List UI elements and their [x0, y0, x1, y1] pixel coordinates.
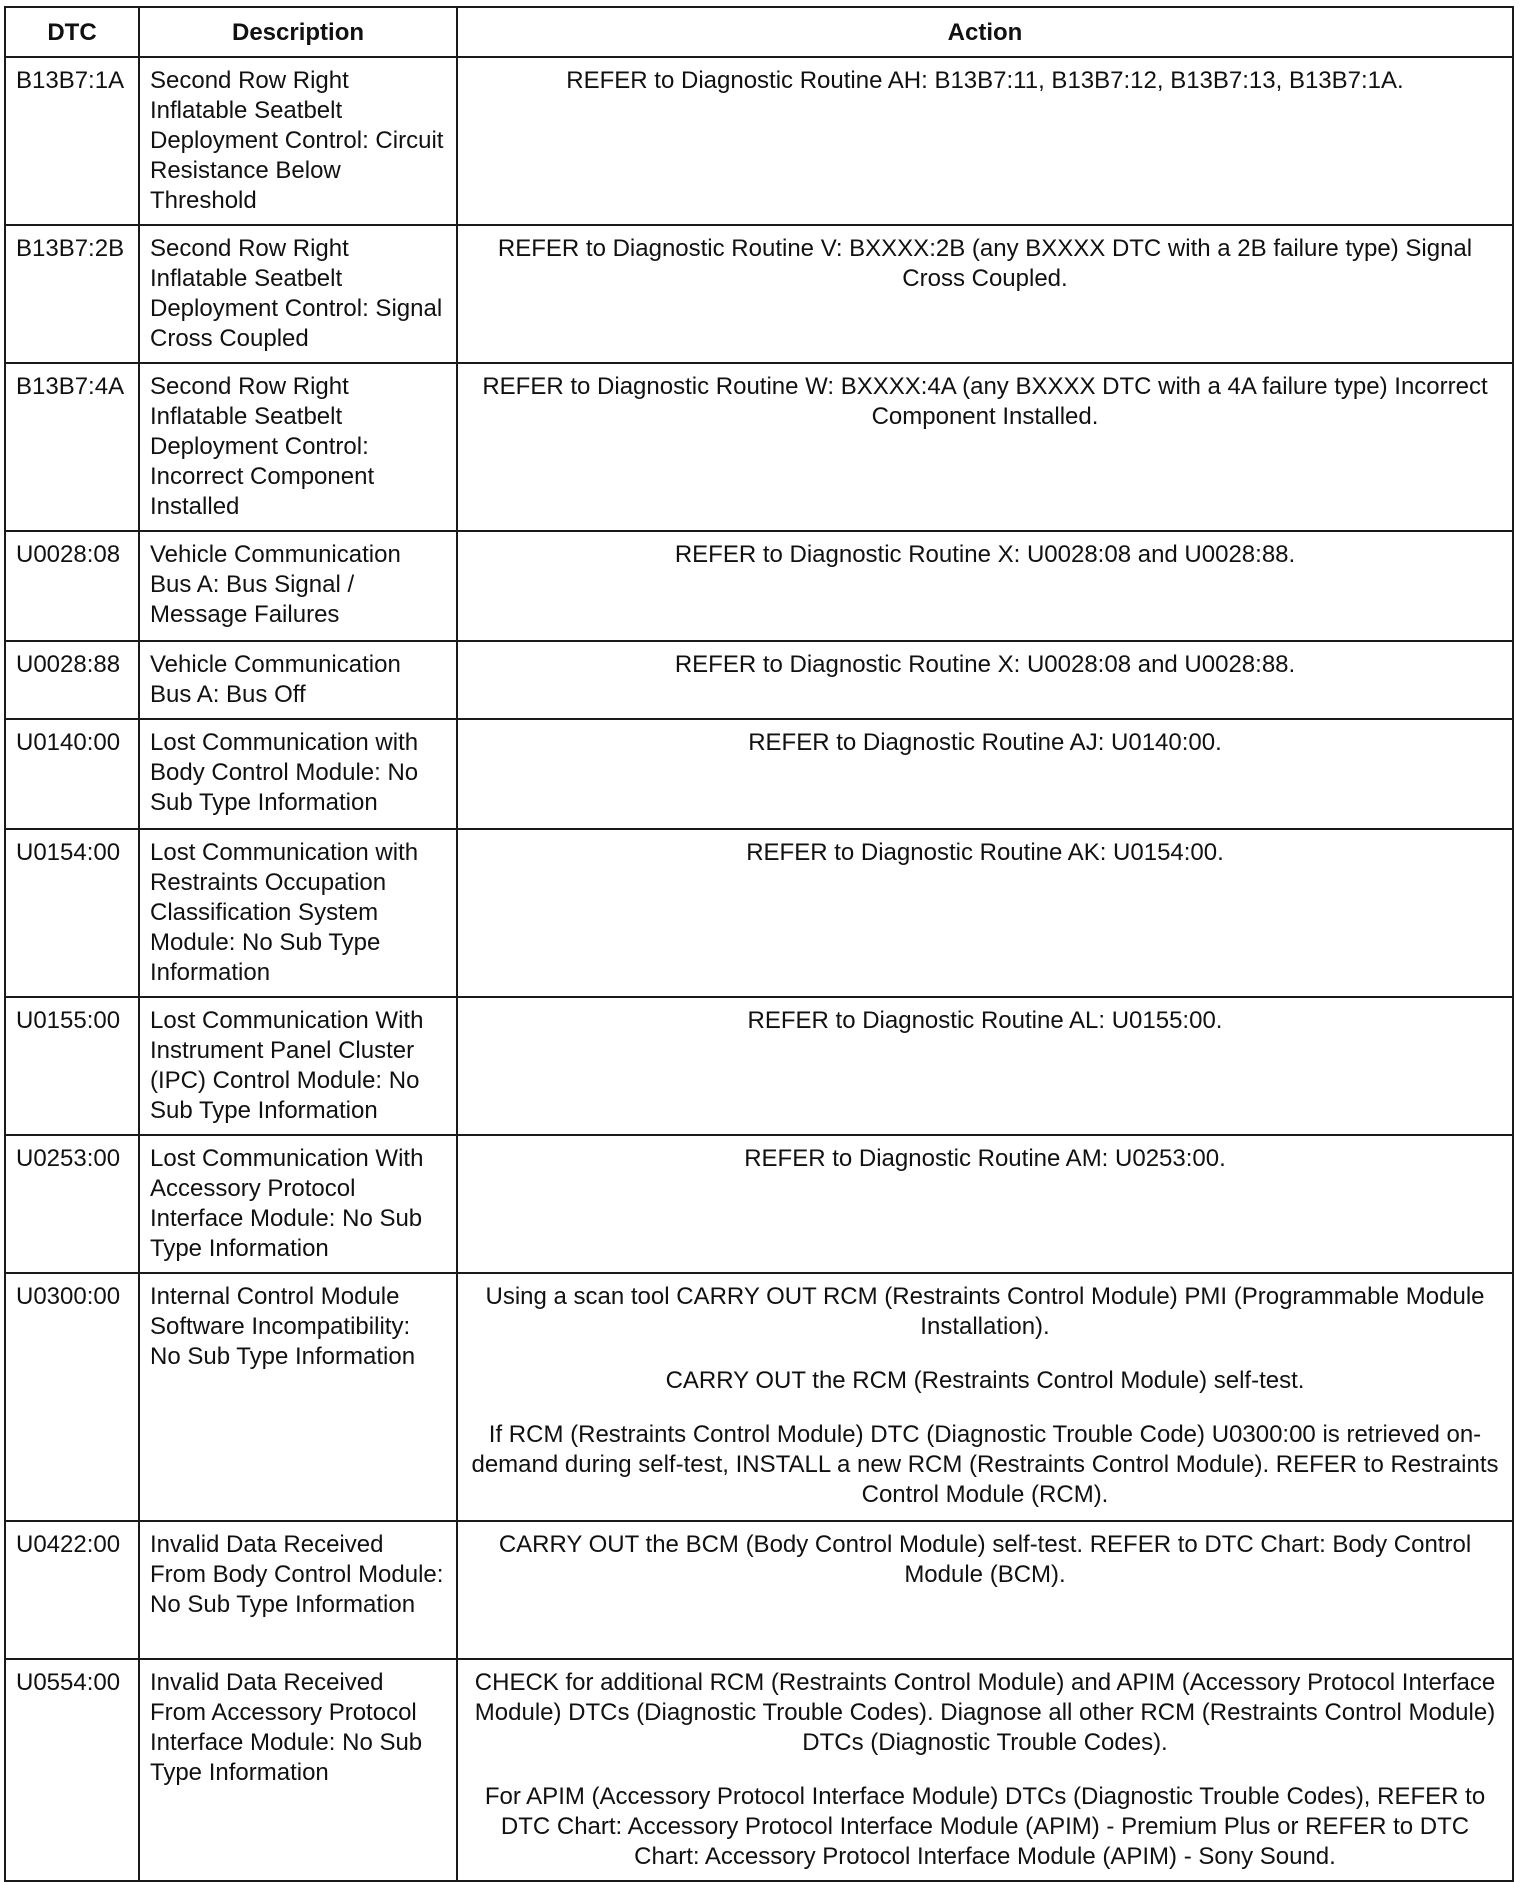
action-text: REFER to Diagnostic Routine AJ: U0140:00.	[748, 729, 1222, 756]
dtc-action	[457, 1273, 1513, 1521]
dtc-description: Invalid Data Received From Body Control Module: No Sub Type Information	[139, 1521, 457, 1659]
action-text: REFER to Diagnostic Routine V: BXXXX:2B (any BXXXX DTC with a 2B failure type) Signal Cross Coupled.	[497, 235, 1473, 292]
action-text: CARRY OUT the BCM (Body Control Module) self-test. REFER to DTC Chart: Body Control Module (BCM).	[498, 1531, 1472, 1588]
dtc-action	[457, 1521, 1513, 1659]
dtc-code: U0253:00	[5, 1135, 139, 1273]
dtc-action	[457, 719, 1513, 829]
action-text: CARRY OUT the RCM (Restraints Control Module) self-test.	[665, 1367, 1305, 1394]
dtc-description: Lost Communication with Body Control Module: No Sub Type Information	[139, 719, 457, 829]
dtc-action	[457, 531, 1513, 641]
action-text: REFER to Diagnostic Routine AM: U0253:00.	[744, 1145, 1226, 1172]
action-text: REFER to Diagnostic Routine AH: B13B7:11, B13B7:12, B13B7:13, B13B7:1A.	[566, 67, 1404, 94]
action-text: For APIM (Accessory Protocol Interface Module) DTCs (Diagnostic Trouble Codes), REFER to DTC Chart: Accessory Protocol Interface Module (APIM) - Premium Plus or REFER to DTC Chart: Accessory Protocol Interface Module (APIM) - Sony Sound.	[484, 1783, 1486, 1870]
dtc-description: Lost Communication with Restraints Occupation Classification System Module: No Sub Type Information	[139, 829, 457, 997]
dtc-action	[457, 997, 1513, 1135]
table-row	[5, 1273, 1513, 1521]
header-dtc: DTC	[5, 7, 139, 57]
dtc-action	[457, 363, 1513, 531]
dtc-code: U0155:00	[5, 997, 139, 1135]
dtc-action	[457, 57, 1513, 225]
dtc-code: B13B7:4A	[5, 363, 139, 531]
action-text: REFER to Diagnostic Routine AL: U0155:00.	[747, 1007, 1223, 1034]
dtc-description: Vehicle Communication Bus A: Bus Signal / Message Failures	[139, 531, 457, 641]
dtc-description: Lost Communication With Accessory Protocol Interface Module: No Sub Type Information	[139, 1135, 457, 1273]
table-header-row	[5, 7, 1513, 57]
dtc-code: B13B7:1A	[5, 57, 139, 225]
dtc-action	[457, 641, 1513, 719]
header-action: Action	[457, 7, 1513, 57]
table-row	[5, 1135, 1513, 1273]
dtc-code: U0028:08	[5, 531, 139, 641]
table-row	[5, 1521, 1513, 1659]
dtc-code: U0300:00	[5, 1273, 139, 1521]
table-row	[5, 363, 1513, 531]
dtc-description: Second Row Right Inflatable Seatbelt Deployment Control: Incorrect Component Installed	[139, 363, 457, 531]
action-text: REFER to Diagnostic Routine W: BXXXX:4A (any BXXXX DTC with a 4A failure type) Incorrect Component Installed.	[482, 373, 1488, 430]
table-row	[5, 997, 1513, 1135]
dtc-code: U0140:00	[5, 719, 139, 829]
dtc-description: Invalid Data Received From Accessory Protocol Interface Module: No Sub Type Information	[139, 1659, 457, 1881]
table-row	[5, 225, 1513, 363]
action-text: If RCM (Restraints Control Module) DTC (Diagnostic Trouble Code) U0300:00 is retrieved on-demand during self-test, INSTALL a new RCM (Restraints Control Module). REFER to Restraints Control Module (RCM).	[471, 1421, 1499, 1508]
table-row	[5, 531, 1513, 641]
action-text: Using a scan tool CARRY OUT RCM (Restraints Control Module) PMI (Programmable Module Installation).	[485, 1283, 1485, 1340]
action-text: REFER to Diagnostic Routine AK: U0154:00.	[746, 839, 1224, 866]
action-text: CHECK for additional RCM (Restraints Control Module) and APIM (Accessory Protocol Interface Module) DTCs (Diagnostic Trouble Codes). Diagnose all other RCM (Restraints Control Module) DTCs (Diagnostic Trouble Codes).	[474, 1669, 1496, 1756]
dtc-action	[457, 1659, 1513, 1881]
dtc-code: U0028:88	[5, 641, 139, 719]
dtc-description: Lost Communication With Instrument Panel Cluster (IPC) Control Module: No Sub Type Information	[139, 997, 457, 1135]
dtc-code: B13B7:2B	[5, 225, 139, 363]
dtc-table	[4, 6, 1514, 1882]
dtc-description: Internal Control Module Software Incompatibility: No Sub Type Information	[139, 1273, 457, 1521]
dtc-code: U0422:00	[5, 1521, 139, 1659]
dtc-code: U0554:00	[5, 1659, 139, 1881]
dtc-action	[457, 225, 1513, 363]
action-text: REFER to Diagnostic Routine X: U0028:08 and U0028:88.	[674, 651, 1296, 678]
dtc-description: Vehicle Communication Bus A: Bus Off	[139, 641, 457, 719]
header-description: Description	[139, 7, 457, 57]
table-row	[5, 57, 1513, 225]
action-text: REFER to Diagnostic Routine X: U0028:08 and U0028:88.	[674, 541, 1296, 568]
table-row	[5, 719, 1513, 829]
table-row	[5, 1659, 1513, 1881]
dtc-description: Second Row Right Inflatable Seatbelt Deployment Control: Circuit Resistance Below Threshold	[139, 57, 457, 225]
dtc-code: U0154:00	[5, 829, 139, 997]
dtc-chart-page	[4, 6, 1512, 1882]
table-row	[5, 829, 1513, 997]
dtc-action	[457, 1135, 1513, 1273]
table-row	[5, 641, 1513, 719]
dtc-description: Second Row Right Inflatable Seatbelt Deployment Control: Signal Cross Coupled	[139, 225, 457, 363]
dtc-action	[457, 829, 1513, 997]
